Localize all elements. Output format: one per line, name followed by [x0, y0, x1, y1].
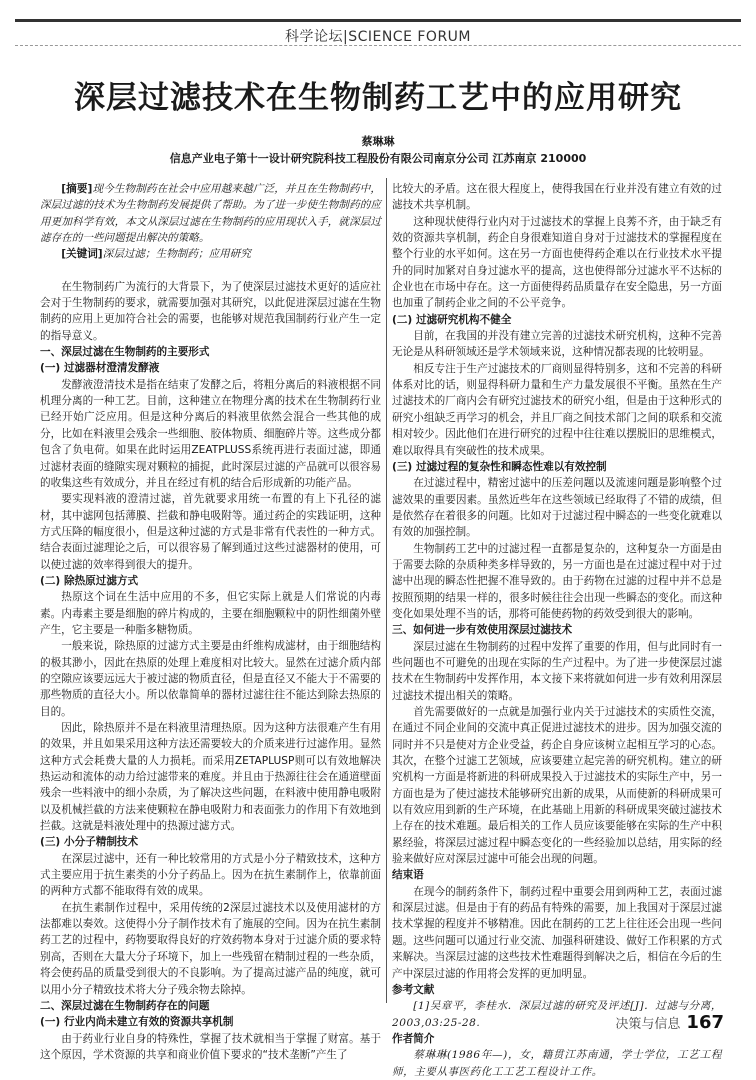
- subsection-heading: (三) 过滤过程的复杂性和瞬态性难以有效控制: [392, 460, 607, 473]
- keywords: [40, 246, 381, 262]
- subsection-heading: (二) 过滤研究机构不健全: [392, 313, 512, 326]
- references-heading: 参考文献: [392, 983, 435, 996]
- paragraph: 在过滤过程中，精密过滤中的压差问题以及流速问题是影响整个过滤效果的重要因素。虽然近些年在这些领域已经取得了不错的成绩，但是依然存在着很多的问题。比如对于过滤过程中瞬态的一些变化就难以有效的加强控制。: [392, 477, 722, 539]
- section-heading: 一、深层过滤在生物制药的主要形式: [40, 346, 210, 359]
- keywords-label: [关键词]: [61, 248, 103, 261]
- column-divider: [386, 178, 387, 1003]
- paragraph: 一般来说，除热原的过滤方式主要是由纤维构成滤材，由于细胞结构的极其渺小，因此在热原的处理上难度相对比较大。显然在过滤介质内部的空隙应该要远远大于被过滤的物质直径，但是直径又不能大于不需要的那些物质的直径大小。所以依靠简单的器材过滤往往不能达到除去热原的目的。: [40, 640, 381, 718]
- section-label: 科学论坛|SCIENCE FORUM: [284, 29, 472, 45]
- paragraph: 要实现料液的澄清过滤，首先就要求用统一布置的有上下孔径的滤材，其中滤网包括薄膜、拦截和静电吸附等。通过药企的实践证明，这种方式压降的幅度很小，但是这种过滤的方式是非常有代表性的一种方式。结合表面过滤理论之后，可以很容易了解到通过这些过滤器材的使用，可以使过滤的效率得到很大的提升。: [40, 493, 381, 571]
- subsection-heading: (一) 过滤器材澄清发酵液: [40, 362, 160, 375]
- reference-item: [1]吴章平，李桂水．深层过滤的研究及评述[J]．过滤与分离，2003,03:25-28.: [392, 1000, 722, 1029]
- header-dashed-rule: [15, 45, 741, 46]
- keywords-text: 深层过滤；生物制药；应用研究: [102, 248, 251, 261]
- paragraph: 热原这个词在生活中应用的不多，但它实际上就是人们常说的内毒素。内毒素主要是细胞的碎片构成的，主要在细胞颗粒中的阴性细菌外壁产生，它主要是一种脂多糖物质。: [40, 591, 381, 636]
- left-column: [40, 181, 381, 1063]
- paragraph-continued: 比较大的矛盾。这在很大程度上，使得我国在行业并没有建立有效的过滤技术共享机制。: [392, 183, 722, 212]
- paragraph: 由于药业行业自身的特殊性，掌握了技术就相当于掌握了财富。基于这个原因，学术资源的共享和商业价值下要求的“技术垄断”产生了: [40, 1032, 381, 1061]
- subsection-heading: (三) 小分子精制技术: [40, 836, 139, 849]
- author-affiliation: 信息产业电子第十一设计研究院科技工程股份有限公司南京分公司 江苏南京 210000: [169, 152, 587, 165]
- author-bio: 蔡琳琳(1986年—)，女，籍贯江苏南通，学士学位，工艺工程师，主要从事医药化工工艺工程设计工作。: [392, 1049, 722, 1078]
- right-column: [392, 181, 722, 1080]
- subsection-heading: (一) 行业内尚未建立有效的资源共享机制: [40, 1016, 234, 1029]
- intro-paragraph: 在生物制药广为流行的大背景下，为了使深层过滤技术更好的适应社会对于生物制药的要求，就需要加强对其研究，以此促进深层过滤在生物制药的应用上更加符合社会的需要，也能够对规范我国制药行业产生一定的指导意义。: [40, 280, 381, 342]
- paragraph: 深层过滤在生物制药的过程中发挥了重要的作用，但与此同时有一些问题也不可避免的出现在实际的生产过程中。为了进一步使深层过滤技术在生物制药中发挥作用，本文接下来将就如何进一步有效利用深层过滤技术提出相关的策略。: [392, 640, 722, 702]
- paragraph: 生物制药工艺中的过滤过程一直都是复杂的，这种复杂一方面是由于需要去除的杂质种类多样导致的，另一方面也是在过滤过程中对于过滤中出现的瞬态性把握不准导致的。由于药物在过滤的过程中并不总是按照预期的结果一样的，很多时候往往会出现一些瞬态的变化。而这种变化如果处理不当的话，那将可能使药物的药效受到很大的影响。: [392, 542, 722, 620]
- article-title: 深层过滤技术在生物制药工艺中的应用研究: [74, 80, 682, 116]
- page-footer: [615, 1012, 724, 1033]
- paragraph: 首先需要做好的一点就是加强行业内关于过滤技术的实质性交流，在通过不同企业间的交流中真正促进过滤技术的进步。因为加强交流的同时并不只是使对方企业受益，药企自身应该树立起相互学习的心态。其次，在整个过滤工艺领域，应该要建立起完善的研究机构。建立的研究机构一方面是将新进的科研成果投入于过滤技术的实际生产中，另一方面也是为了使过滤技术能够研究出新的成果，从而使新的科研成果可以有效应用到新的生产环境，在此基础上用新的科研成果突破过滤技术上存在的技术难题。最后相关的工作人员应该要能够在实际的生产中积累经验，将深层过滤过程中瞬态变化的一些经验加以总结，用实际的经验来做好应对深层过滤中可能会出现的问题。: [392, 706, 722, 866]
- paragraph: 在抗生素制作过程中，采用传统的2深层过滤技术以及使用滤材的方法都难以奏效。这使得小分子制作技术有了施展的空间。因为在抗生素制药工艺的过程中，药物要取得良好的疗效药物本身对于过滤介质的要求特别高，否则在大量大分子环境下，加上一些残留在精制过程的一些杂质，将会使药品的质量受到很大的不良影响。为了提高过滤产品的纯度，就可以用小分子精致技术将大分子残余物去除掉。: [40, 901, 381, 996]
- paragraph: 目前，在我国的并没有建立完善的过滤技术研究机构，这种不完善无论是从科研领域还是学术领域来说，这种情况都表现的比较明显。: [392, 330, 722, 359]
- paragraph: 发酵液澄清技术是指在结束了发酵之后，将粗分离后的料液根据不同机理分离的一种工艺。目前，这种建立在物理分离的技术在生物制药行业已经开始广泛应用。但是这种分离后的料液里依然会混合一些其他的成分，比如在料液里会残余一些细胞、胶体物质、细胞碎片等。这些成分都包含了负电荷。如果在此时运用ZEATPLUSS系统再进行表面过滤，即通过滤材表面的缝隙实现对颗粒的捕捉，此时深层过滤的产品就可以很容易的收集这些有效成分，并且在经过有机的结合后形成新的功能产品。: [40, 378, 381, 489]
- conclusion-heading: 结束语: [392, 869, 424, 882]
- page-number: 167: [686, 1012, 724, 1033]
- paragraph: 因此，除热原并不是在料液里清理热原。因为这种方法很难产生有用的效果，并且如果采用这种方法还需要较大的介质来进行过滤作用。显然这种方式会耗费大量的人力损耗。而采用ZETAPLUSP则可以有效地解决热运动和流体的动力给过滤带来的难度。并且由于热源往往会在通道壁面残余一些料液中的细小杂质，为了解决这些问题，在料液中使用静电吸附以及机械拦截的方法来使颗粒在静电吸附力和表面张力的作用下有效地到拦截。这就是料液处理中的热源过滤方式。: [40, 722, 381, 833]
- header-rule: [15, 19, 741, 22]
- abstract-label: [摘要]: [61, 183, 93, 195]
- abstract: [40, 181, 381, 246]
- paragraph: 在深层过滤中，还有一种比较常用的方式是小分子精致技术，这种方式主要应用于抗生素类的小分子药品上。因为在抗生素制作上，依靠前面的两种方式都不能取得有效的成果。: [40, 852, 381, 898]
- abstract-text: 现今生物制药在社会中应用越来越广泛，并且在生物制药中，深层过滤的技术为生物制药发展提供了帮助。为了进一步使生物制药的应用更加科学有效，本文从深层过滤在生物制药的应用现状入手，就深层过滤存在的一些问题提出解决的策略。: [40, 183, 382, 245]
- section-heading: 二、深层过滤在生物制药存在的问题: [40, 999, 210, 1012]
- author-name: 蔡琳琳: [361, 135, 395, 148]
- bio-heading: 作者简介: [392, 1032, 435, 1045]
- subsection-heading: (二) 除热原过滤方式: [40, 574, 139, 587]
- paragraph: 相反专注于生产过滤技术的厂商则显得特别多，这和不完善的科研体系对比的话，则显得科研力量和生产力量发展很不平衡。虽然在生产过滤技术的厂商内会有研究过滤技术的研究小组，但是由于这种形式的研究小组缺乏再学习的机会，并且厂商之间技术部门之间的联系和交流相对较少。因此他们在进行研究的过程中往往难以摆脱旧的思维模式，难以取得具有突破性的技术成果。: [392, 362, 722, 457]
- paragraph: 在现今的制药条件下，制药过程中重要会用到两种工艺，表面过滤和深层过滤。但是由于有的药品有特殊的需要，加上我国对于深层过滤技术掌握的程度并不够精准。因此在制药的工艺上往往还会出现一些问题。这些问题可以通过行业交流、加强科研建设、做好工作积累的方式来解决。当深层过滤的这些技术性难题得到解决之后，相信在今后的生产中深层过滤的作用将会发挥的更加明显。: [392, 885, 722, 980]
- journal-name: 决策与信息: [615, 1017, 681, 1032]
- paragraph: 这种现状使得行业内对于过滤技术的掌握上良莠不齐，由于缺乏有效的资源共享机制，药企自身很难知道自身对于过滤技术的掌握程度在整个行业的水平如何。这在另一方面也使得药企难以在行业技术水平提升的同时加紧对自身过滤水平的提高，这也使得部分过滤水平不达标的企业也在市场中存在。这一方面使得药品质量存在安全隐患，另一方面也加重了制药企业之间的不公平竞争。: [392, 215, 722, 310]
- section-heading: 三、如何进一步有效使用深层过滤技术: [392, 624, 573, 637]
